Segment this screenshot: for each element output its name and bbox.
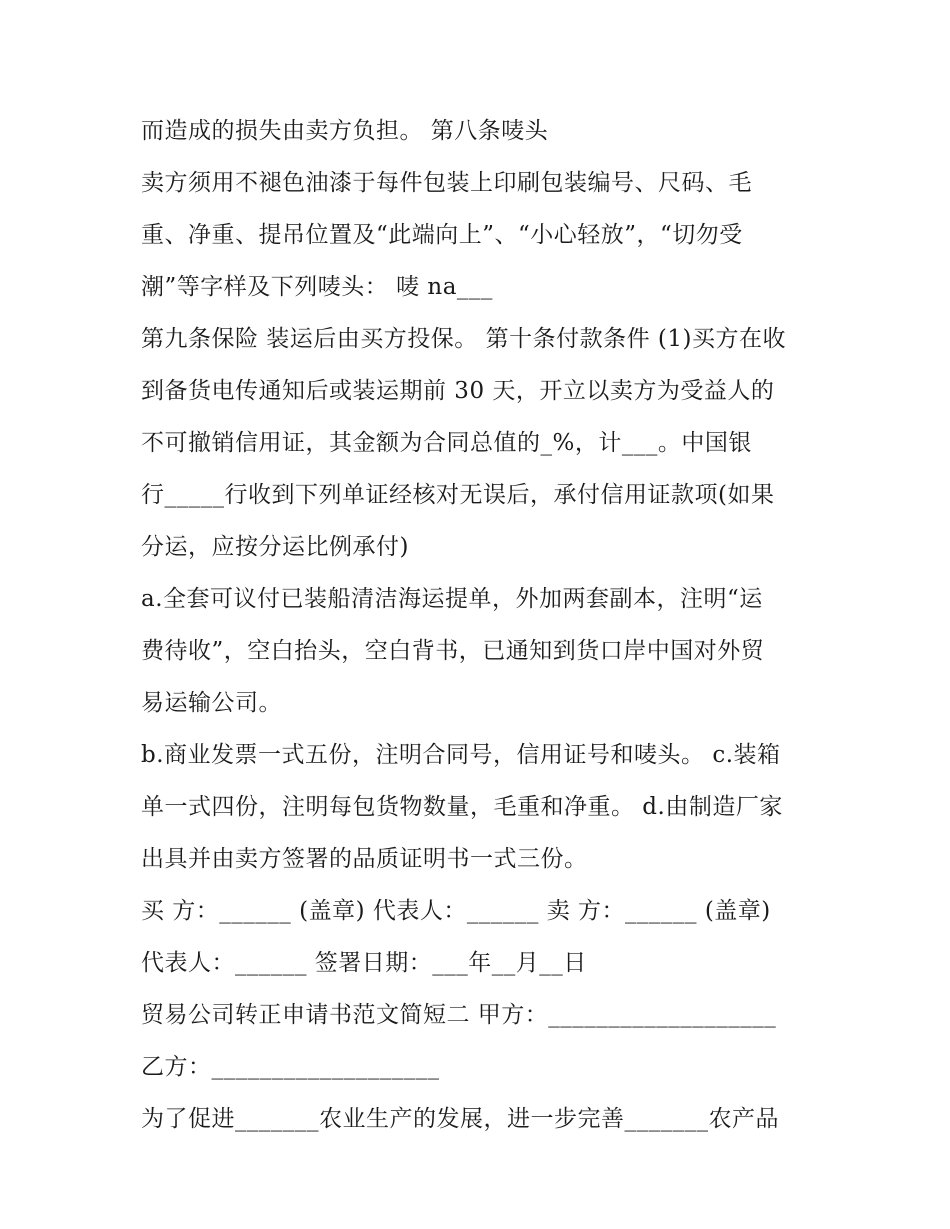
text-line: 易运输公司。 xyxy=(141,690,282,716)
text-line: 费待收”，空白抬头，空白背书，已通知到货口岸中国对外贸 xyxy=(141,638,765,664)
text-line: 单一式四份，注明每包货物数量，毛重和净重。 d.由制造厂家 xyxy=(141,794,783,820)
text-line: a.全套可议付已装船清洁海运提单，外加两套副本，注明“运 xyxy=(141,586,763,612)
text-line: 潮”等字样及下列唛头： 唛 na___ xyxy=(141,274,493,300)
document-body xyxy=(141,108,821,1148)
text-line: 出具并由卖方签署的品质证明书一式三份。 xyxy=(141,846,588,872)
text-line: 不可撤销信用证，其金额为合同总值的_%，计___。中国银 xyxy=(141,430,752,456)
signature-date-line: 代表人：______ 签署日期：___年__月__日 xyxy=(141,950,587,976)
text-line: 行_____行收到下列单证经核对无误后，承付信用证款项(如果 xyxy=(141,482,775,508)
text-line: 重、净重、提吊位置及“此端向上”、“小心轻放”，“切勿受 xyxy=(141,222,743,248)
section-heading-line: 贸易公司转正申请书范文简短二 甲方：___________________ xyxy=(141,1002,777,1028)
text-line: 为了促进_______农业生产的发展，进一步完善_______农产品 xyxy=(141,1106,779,1132)
text-line: b.商业发票一式五份，注明合同号，信用证号和唛头。 c.装箱 xyxy=(141,742,781,768)
signature-line: 买 方：______ (盖章) 代表人：______ 卖 方：______ (盖章) xyxy=(141,898,771,924)
party-line: 乙方：___________________ xyxy=(141,1054,440,1080)
text-line: 卖方须用不褪色油漆于每件包装上印刷包装编号、尺码、毛 xyxy=(141,170,752,196)
text-line: 第九条保险 装运后由买方投保。 第十条付款条件 (1)买方在收 xyxy=(141,326,787,352)
text-line: 分运，应按分运比例承付) xyxy=(141,534,409,560)
text-line: 到备货电传通知后或装运期前 30 天，开立以卖方为受益人的 xyxy=(141,378,775,404)
text-line: 而造成的损失由卖方负担。 第八条唛头 xyxy=(141,118,549,144)
